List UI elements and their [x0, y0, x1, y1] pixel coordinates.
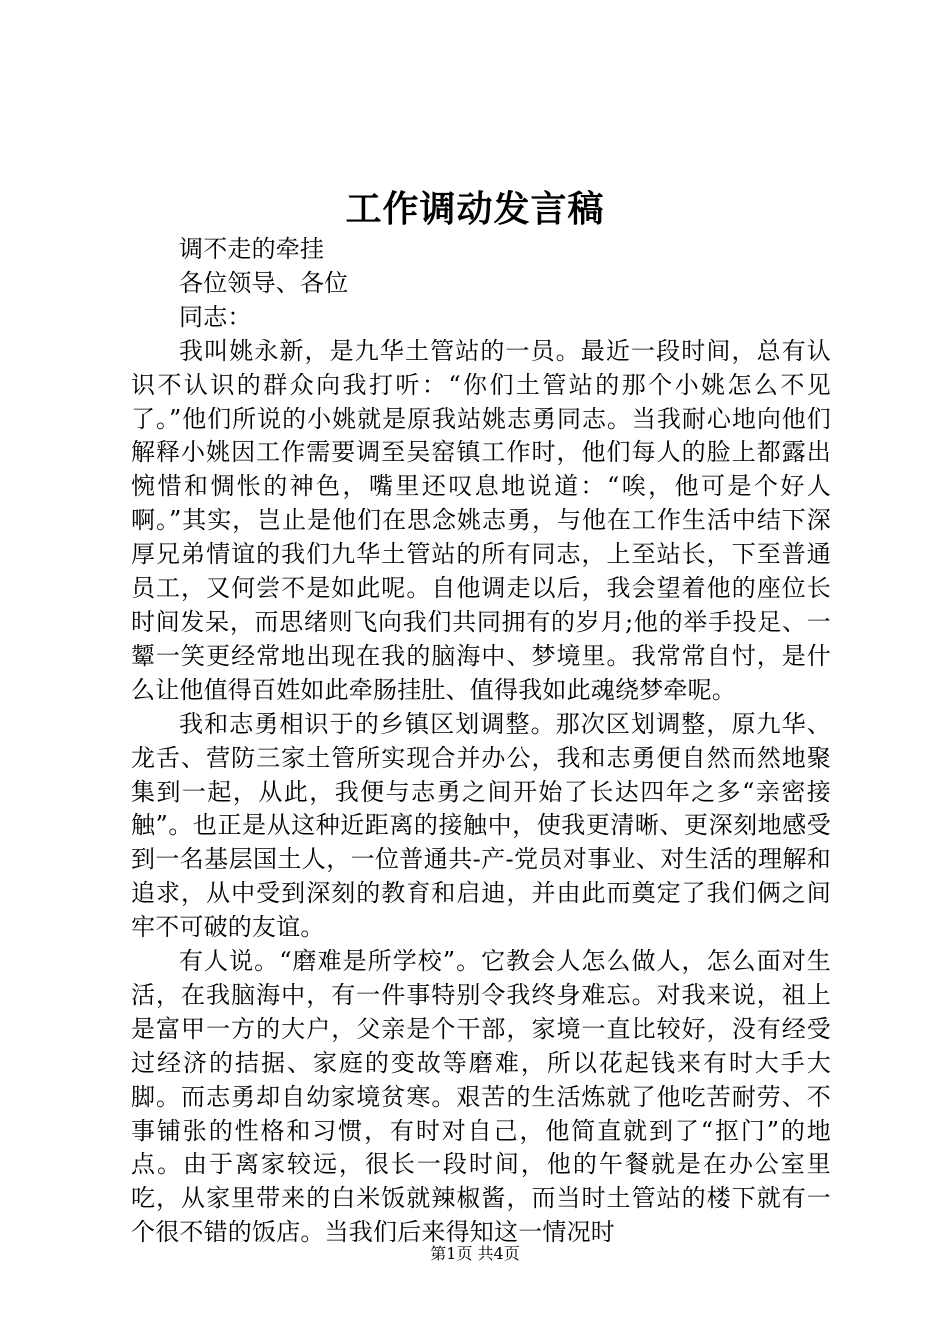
body-paragraph: 有人说。“磨难是所学校”。它教会人怎么做人，怎么面对生活，在我脑海中，有一件事特别令我终身难忘。对我来说，祖上是富甲一方的大户，父亲是个干部，家境一直比较好，没有经受过经济的拮据、家庭的变故等磨难，所以花起钱来有时大手大脚。而志勇却自幼家境贫寒。艰苦的生活炼就了他吃苦耐劳、不事铺张的性格和习惯，有时对自己，他简直就到了“抠门”的地点。由于离家较远，很长一段时间，他的午餐就是在办公室里吃，从家里带来的白米饭就辣椒酱，而当时土管站的楼下就有一个很不错的饭店。当我们后来得知这一情况时 [131, 947, 831, 1247]
salutation-line: 同志： [179, 302, 252, 331]
salutation-line: 各位领导、各位 [179, 268, 349, 297]
document-title: 工作调动发言稿 [345, 188, 605, 230]
document-subtitle: 调不走的牵挂 [179, 235, 325, 263]
document-body [131, 233, 831, 1250]
body-paragraph: 我和志勇相识于的乡镇区划调整。那次区划调整，原九华、龙舌、营防三家土管所实现合并办公，我和志勇便自然而然地聚集到一起，从此，我便与志勇之间开始了长达四年之多“亲密接触”。也正是从这种近距离的接触中，使我更清晰、更深刻地感受到一名基层国土人，一位普通共-产-党员对事业、对生活的理解和追求，从中受到深刻的教育和启迪，并由此而奠定了我们俩之间牢不可破的友谊。 [131, 709, 831, 942]
body-paragraph: 我叫姚永新，是九华土管站的一员。最近一段时间，总有认识不认识的群众向我打听：“你们土管站的那个小姚怎么不见了。”他们所说的小姚就是原我站姚志勇同志。当我耐心地向他们解释小姚因工作需要调至吴窑镇工作时，他们每人的脸上都露出惋惜和惆怅的神色，嘴里还叹息地说道：“唉，他可是个好人啊。”其实，岂止是他们在思念姚志勇，与他在工作生活中结下深厚兄弟情谊的我们九华土管站的所有同志，上至站长，下至普通员工，又何尝不是如此呢。自他调走以后，我会望着他的座位长时间发呆，而思绪则飞向我们共同拥有的岁月;他的举手投足、一颦一笑更经常地出现在我的脑海中、梦境里。我常常自忖，是什么让他值得百姓如此牵肠挂肚、值得我如此魂绕梦牵呢。 [131, 336, 831, 704]
page-number-footer: 第1页 共4页 [430, 1244, 520, 1263]
